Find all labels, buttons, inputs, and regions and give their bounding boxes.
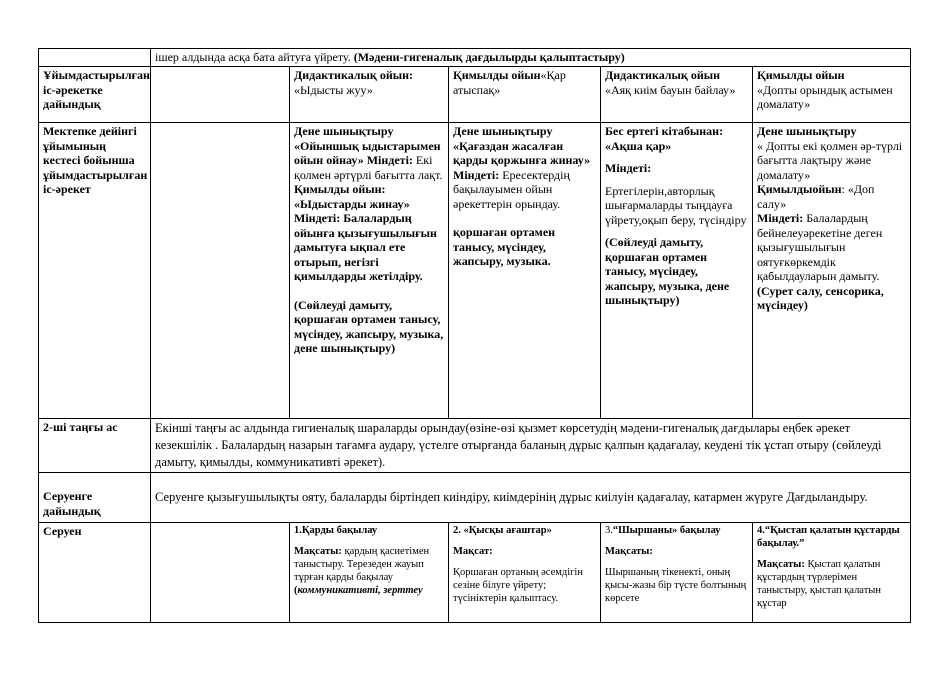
org-3-title: «Аяқ киім бауын байлау» xyxy=(605,82,736,97)
row-school-cell-2 xyxy=(449,123,601,419)
school-2-heading: Дене шынықтыру «Қағаздан жасалған қарды қоржынға жинау» xyxy=(453,124,591,167)
walk-2-title: 2. «Қысқы ағаштар» xyxy=(453,525,552,536)
row-walk-label: Серуен xyxy=(39,523,151,623)
row-walk-cell-1 xyxy=(290,523,449,623)
walk-1-aim: қардың қасиетімен таныстыру. Терезеден жауып тұрған қарды бақылау xyxy=(294,546,430,583)
row-walk-cell-3 xyxy=(601,523,753,623)
school-1-sub: Қимылды ойын: xyxy=(294,182,386,196)
row-org-empty-cell xyxy=(151,67,290,123)
row-breakfast2-text: Екінші таңғы ас алдында гигиеналық шараларды орындау(өзіне-өзі қызмет көрсетудің мәдени-гигеналық дағдылары еңбек әрекет кезекшілік . Балалардың назарын тағамға аудару, үстелге отырғанда баланың дұрыс қалпын қадағалау, кеудені тік ұстап отыру (сөйлеуді дамыту, қимылды, коммуникативті әрекет). xyxy=(151,419,911,473)
school-3-aim-label: Міндеті: xyxy=(605,161,652,175)
school-1-aim: Міндеті: Балалардың ойынға қызығушылығын дамытуға ықпал ете отырып, негізгі қимылдарды жетілдіру. xyxy=(294,211,437,283)
school-4-game-title: : «Доп салу» xyxy=(757,182,875,211)
row-org-cell-4 xyxy=(753,67,911,123)
school-2-integration: қоршаған ортамен танысу, мүсіндеу, жапсыру, музыка. xyxy=(453,225,556,268)
school-3-aim: Ертегілерін,авторлық шығармаларды тыңдауға үйрету,оқып беру, түсіндіру xyxy=(605,183,747,227)
walk-1-title: 1.Қарды бақылау xyxy=(294,525,378,536)
school-4-aim-label: Міндеті: xyxy=(757,211,804,225)
school-4-text: « Допты екі қолмен әр-түрлі бағытта лақтыру және домалату» xyxy=(757,138,903,182)
row-walkprep-text: Серуенге қызығушылықты ояту, балаларды біртіндеп киіндіру, киімдерінің дұрыс киілуін қадағалау, катармен жүруге Дағдыландыру. xyxy=(151,473,911,523)
school-2-aim-label: Міндеті: xyxy=(453,167,500,182)
row-walk-empty-cell xyxy=(151,523,290,623)
org-1-title: «Ыдысты жуу» xyxy=(294,82,373,97)
row-second-breakfast xyxy=(39,419,911,473)
row-breakfast2-label: 2-ші таңғы ас xyxy=(39,419,151,473)
row-school-cell-1 xyxy=(290,123,449,419)
row-school-cell-4 xyxy=(753,123,911,419)
walk-2-aim: Қоршаған ортаның әсемдігін сезіне білуге үйрету; түсініктерін қалыптасу. xyxy=(453,567,583,604)
walk-3-num: 3. xyxy=(605,525,613,536)
org-4-heading: Қимылды ойын xyxy=(757,68,845,82)
row-walk xyxy=(39,523,911,623)
walk-2-aim-label: Мақсат: xyxy=(453,546,493,557)
schedule-table xyxy=(38,48,911,623)
school-1-integration: (Сөйлеуді дамыту, қоршаған ортамен танысу, мүсіндеу, жапсыру, музыка, дене шынықтыру) xyxy=(294,297,444,355)
walk-1-integration-open: ( xyxy=(294,585,298,596)
org-4-title: «Допты орындық астымен домалату» xyxy=(757,82,893,111)
walk-3-aim: Шыршаның тікенекті, оның қысы-жазы бір түсте болтының көрсете xyxy=(605,567,747,604)
row-walk-cell-4 xyxy=(753,523,911,623)
school-2-aim: Ересектердің бақылауымен ойын әрекеттерін орындау. xyxy=(453,167,570,211)
row-top-bold: (Мәдени-гигеналық дағдылырды қалыптастыру) xyxy=(353,50,625,64)
row-org-cell-1 xyxy=(290,67,449,123)
row-walkprep-label: Серуенге дайындық xyxy=(39,473,151,523)
org-3-heading: Дидактикалық ойын xyxy=(605,68,721,82)
school-4-sub: Қимылдыойын xyxy=(757,182,842,196)
school-1-game-title: «Ыдыстарды жинау» xyxy=(294,196,410,211)
walk-4-aim-label: Мақсаты: xyxy=(757,559,805,570)
school-3-heading: Бес ертегі кітабынан: «Ақша қар» xyxy=(605,124,724,153)
row-top-empty-cell xyxy=(39,49,151,67)
row-school-cell-3 xyxy=(601,123,753,419)
school-4-heading: Дене шынықтыру xyxy=(757,124,857,138)
org-1-heading: Дидактикалық ойын: xyxy=(294,68,414,82)
school-4-integration: (Сурет салу, сенсорика, мүсіндеу) xyxy=(757,283,884,312)
row-school-empty-cell xyxy=(151,123,290,419)
row-walk-cell-2 xyxy=(449,523,601,623)
row-org-cell-2 xyxy=(449,67,601,123)
school-1-heading: Дене шынықтыру «Ойыншық ыдыстарымен ойын ойнау» Міндеті: xyxy=(294,124,441,167)
row-org-prep xyxy=(39,67,911,123)
school-3-integration: (Сөйлеуді дамыту, қоршаған ортамен танысу, мүсіндеу, жапсыру, музыка, дене шынықтыру) xyxy=(605,235,730,307)
row-top xyxy=(39,49,911,67)
org-2-heading: Қимылды ойын xyxy=(453,68,541,82)
org-2-title: «Қар атыспақ» xyxy=(453,68,566,97)
walk-3-aim-label: Мақсаты: xyxy=(605,546,653,557)
row-top-cell xyxy=(151,49,911,67)
row-school-activity xyxy=(39,123,911,419)
walk-1-integration: коммуникативті, зерттеу xyxy=(297,585,423,596)
walk-4-aim: Қыстап қалатын құстардың түрлерімен таныстыру, қыстап қалатын құстар xyxy=(757,559,881,609)
row-top-text: ішер алдында асқа бата айтуға үйрету. xyxy=(155,50,354,64)
walk-3-title: “Шыршаны» бақылау xyxy=(612,525,721,536)
row-school-label: Мектепке дейінгі ұйымының кестесі бойынша ұйымдастырылған іс-әрекет xyxy=(39,123,151,419)
row-org-cell-3 xyxy=(601,67,753,123)
walk-1-aim-label: Мақсаты: xyxy=(294,546,342,557)
row-org-label: Ұйымдастырылған іс-әрекетке дайындық xyxy=(39,67,151,123)
row-walk-prep xyxy=(39,473,911,523)
walk-4-title: 4.“Қыстап қалатын құстарды бақылау.” xyxy=(757,525,900,549)
school-1-text: Екі қолмен әртүрлі бағытта лақт. xyxy=(294,153,443,182)
school-4-aim: Балалардың бейнелеуәрекетіне деген қызығушылығын оятуғкөркемдік қабылдауларын дамыту. xyxy=(757,211,883,283)
